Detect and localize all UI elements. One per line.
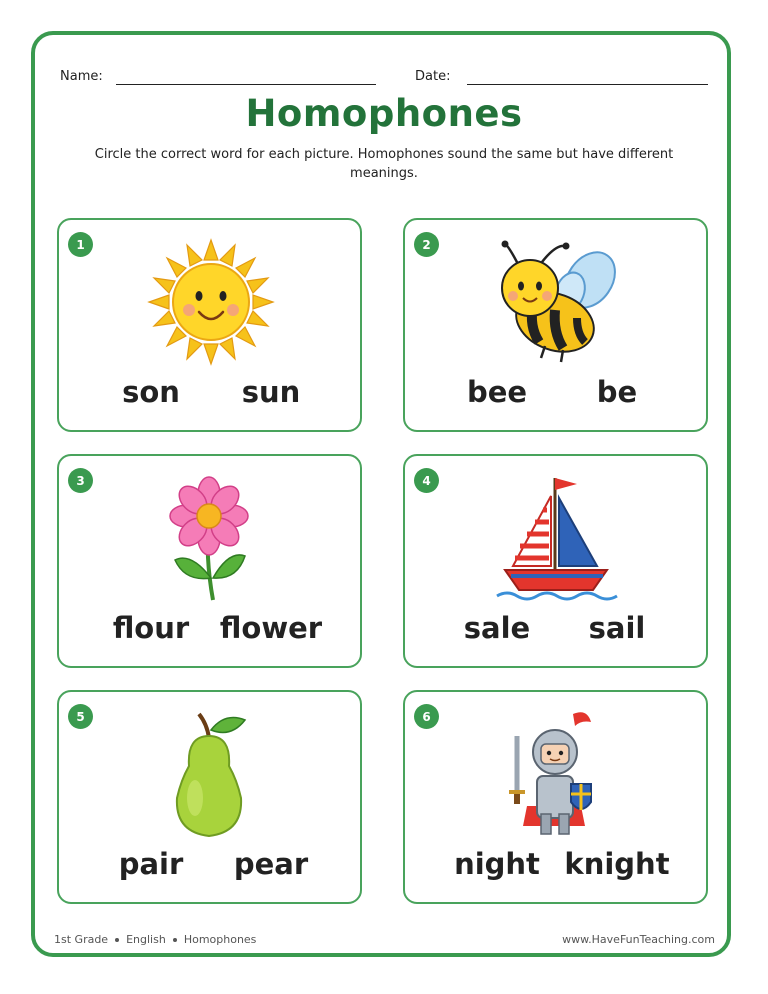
sun-picture: [59, 230, 360, 370]
footer-tag: English: [126, 933, 166, 946]
card-number: 1: [68, 232, 93, 257]
instructions: Circle the correct word for each picture. Homophones sound the same but have different meanings.: [94, 147, 674, 181]
sailboat-picture: [405, 466, 706, 606]
card-number: 5: [68, 704, 93, 729]
bee-picture: [405, 230, 706, 370]
card-2: [403, 218, 708, 432]
card-3: [57, 454, 362, 668]
bullet-icon: [173, 938, 177, 942]
card-number: 6: [414, 704, 439, 729]
card-1: [57, 218, 362, 432]
flower-picture: [59, 466, 360, 606]
card-number: 3: [68, 468, 93, 493]
word-option[interactable]: pair: [118, 847, 184, 881]
word-option[interactable]: sun: [241, 375, 301, 409]
page-title: Homophones: [245, 92, 523, 135]
bullet-icon: [115, 938, 119, 942]
name-label: Name:: [60, 69, 103, 84]
card-number: 4: [414, 468, 439, 493]
card-number: 2: [414, 232, 439, 257]
word-option[interactable]: sale: [463, 611, 531, 645]
knight-picture: [405, 702, 706, 842]
word-option[interactable]: pear: [233, 847, 309, 881]
date-line[interactable]: [467, 84, 708, 85]
card-5: [57, 690, 362, 904]
word-option[interactable]: son: [122, 375, 180, 409]
name-line[interactable]: [116, 84, 376, 85]
word-option[interactable]: knight: [564, 847, 670, 881]
pear-picture: [59, 702, 360, 842]
word-option[interactable]: be: [596, 375, 638, 409]
word-option[interactable]: flower: [219, 611, 323, 645]
word-option[interactable]: flour: [112, 611, 190, 645]
card-6: [403, 690, 708, 904]
footer-tag: Homophones: [183, 933, 257, 946]
name-date-row: [60, 68, 710, 88]
footer-tags: [54, 933, 256, 946]
word-option[interactable]: night: [454, 847, 540, 881]
date-label: Date:: [415, 69, 451, 84]
footer-website[interactable]: www.HaveFunTeaching.com: [562, 933, 715, 946]
word-option[interactable]: sail: [588, 611, 646, 645]
word-option[interactable]: bee: [466, 375, 528, 409]
footer-tag: 1st Grade: [54, 933, 109, 946]
card-4: [403, 454, 708, 668]
